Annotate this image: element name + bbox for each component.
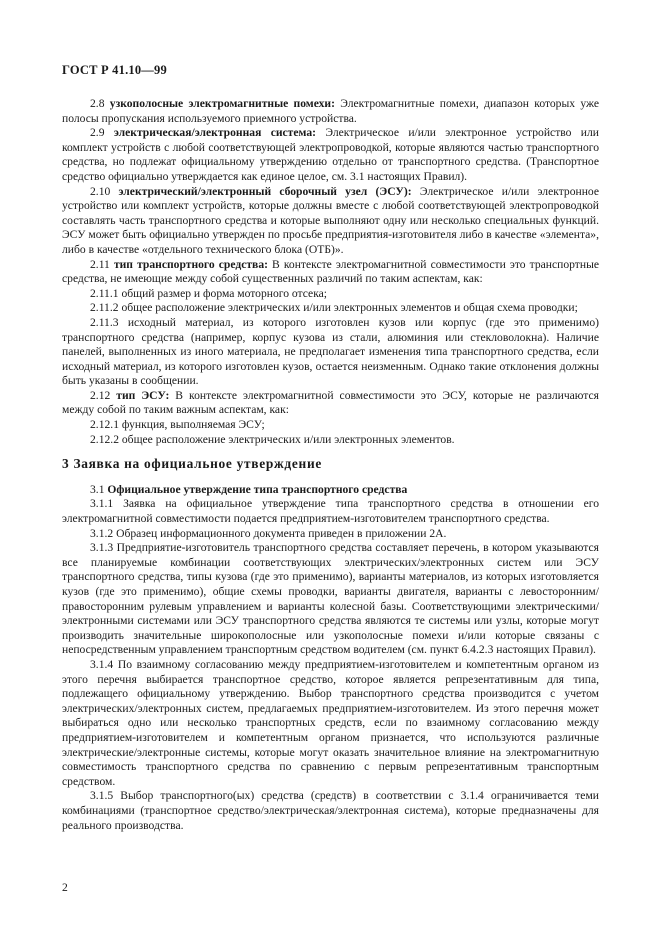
clause-2-11-3: 2.11.3 исходный материал, из которого изготовлен кузов или корпус (где это применимо) транспортного средства (например, корпус кузова из стали, алюминия или стекловолокна). Наличие панелей, выполненных из иного материала, не предполагает изменения типа транспортного средства, если исходный материал, из которого изготовлен кузов, остается неизменным. Однако такие отклонения должны быть указаны в сообщении. xyxy=(62,315,599,388)
document-code-header: ГОСТ Р 41.10—99 xyxy=(62,63,167,77)
document-body xyxy=(62,97,599,833)
clause-2-11: 2.11 тип транспортного средства: В контексте электромагнитной совместимости это транспортные средства, не имеющие между собой существенных различий по таким аспектам, как: xyxy=(62,257,600,286)
clause-2-10: 2.10 электрический/электронный сборочный узел (ЭСУ): Электрическое и/или электронное устройство или комплект устройств, которые должны вместе с любой соответствующей электропроводкой составлять часть транспортного средства и которые выполняют одну или несколько специальных функций. ЭСУ может быть официально утвержден по просьбе предприятия-изготовителя либо в качестве «элемента», либо в качестве «отдельного технического блока (ОТБ)». xyxy=(62,184,600,256)
subsection-title: Официальное утверждение типа транспортного средства xyxy=(107,482,408,496)
clause-3-1-4: 3.1.4 По взаимному согласованию между предприятием-изготовителем и компетентным органом из этого перечня выбирается транспортное средство, которое является репрезентативным для типа, подлежащего официальному утверждению. Выбор транспортного средства производится с учетом электрических/электронных систем, предлагаемых предприятием-изготовителем. Из этого перечня может выбираться одно или несколько транспортных средств, если по взаимному согласованию между предприятием-изготовителем и компетентным органом признается, что используются различные электрические/электронные системы, которые могут оказать значительное влияние на электромагнитную совместимость транспортного средства по сравнению с первым репрезентативным транспортным средством. xyxy=(62,657,599,788)
page-number: 2 xyxy=(62,881,68,894)
section-3-heading: 3 Заявка на официальное утверждение xyxy=(62,456,323,472)
clause-2-11-2: 2.11.2 общее расположение электрических и/или электронных элементов и общая схема проводки; xyxy=(90,301,578,315)
clause-3-1-3: 3.1.3 Предприятие-изготовитель транспортного средства составляет перечень, в котором указываются все планируемые комбинации соответствующих электрических/электронных систем или ЭСУ транспортного средства, типы кузова (где это применимо), варианты материалов, из которых изготовляется кузов (где это применимо), общие схемы проводки, варианты двигателя, варианты с левосторонним/правосторонним рулевым управлением и варианты колесной базы. Соответствующими электрическими/электронными системами или ЭСУ транспортного средства являются те системы или узлы, которые могут производить значительные широкополосные или узкополосные помехи и/или которые связаны с непосредственным управлением транспортным средством водителем (см. пункт 6.4.2.3 настоящих Правил). xyxy=(62,541,599,657)
term-heading: тип ЭСУ: xyxy=(116,388,170,402)
clause-2-12-1: 2.12.1 функция, выполняемая ЭСУ; xyxy=(90,418,265,432)
clause-3-1-5: 3.1.5 Выбор транспортного(ых) средства (средств) в соответствии с 3.1.4 ограничивается теми комбинациями (транспортное средство/электрическая/электронная система), которые предназначены для реального производства. xyxy=(62,789,599,832)
clause-3-1: 3.1 Официальное утверждение типа транспортного средства xyxy=(90,482,408,496)
clause-3-1-2: 3.1.2 Образец информационного документа приведен в приложении 2А. xyxy=(90,526,447,540)
term-heading: узкополосные электромагнитные помехи: xyxy=(109,97,335,110)
clause-3-1-1: 3.1.1 Заявка на официальное утверждение типа транспортного средства в отношении его электромагнитной совместимости подается предприятием-изготовителем транспортного средства. xyxy=(62,497,599,526)
clause-2-12: 2.12 тип ЭСУ: В контексте электромагнитной совместимости это ЭСУ, которые не различаются между собой по таким важным аспектам, как: xyxy=(62,388,599,417)
clause-2-8: 2.8 узкополосные электромагнитные помехи: Электромагнитные помехи, диапазон которых уже полосы пропускания используемого приемного устройства. xyxy=(62,97,599,125)
term-heading: электрическая/электронная система: xyxy=(113,126,316,140)
term-heading: тип транспортного средства: xyxy=(113,257,268,271)
clause-2-9: 2.9 электрическая/электронная система: Электрическое и/или электронное устройство или комплект устройств с любой соответствующей электропроводкой, которые являются частью транспортного средства, но подлежат официальному утверждению отдельно от транспортного средства. (Транспортное средство официально утверждается как единое целое, см. 3.1 настоящих Правил). xyxy=(62,126,599,183)
clause-2-11-1: 2.11.1 общий размер и форма моторного отсека; xyxy=(90,286,328,300)
clause-2-12-2: 2.12.2 общее расположение электрических и/или электронных элементов. xyxy=(90,432,455,446)
term-heading: электрический/электронный сборочный узел (ЭСУ): xyxy=(118,184,412,198)
